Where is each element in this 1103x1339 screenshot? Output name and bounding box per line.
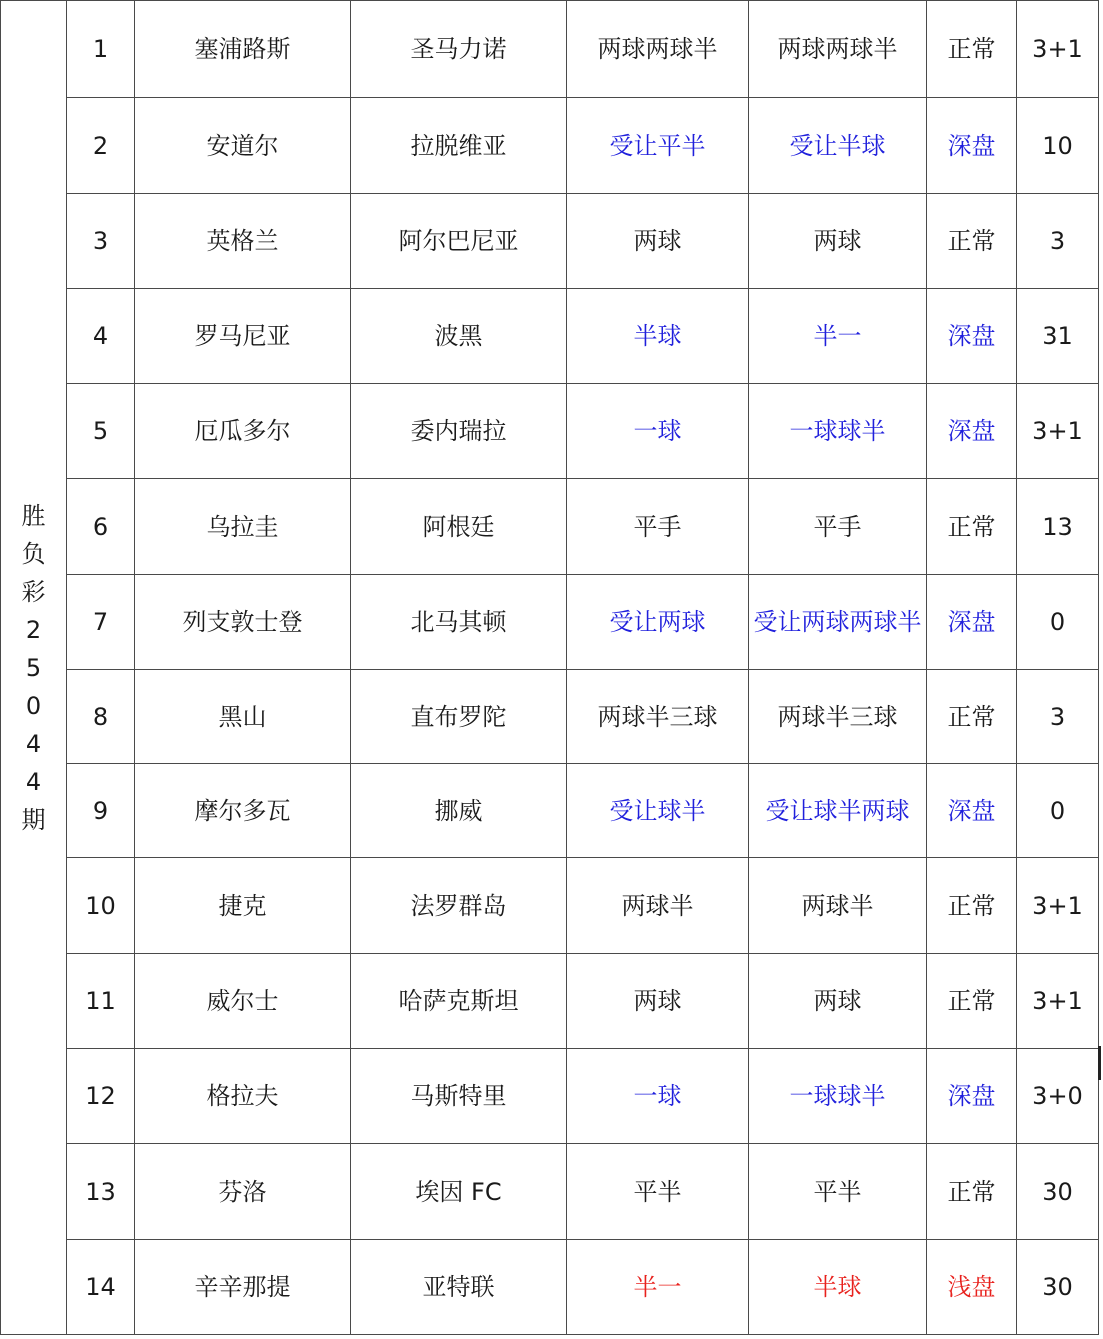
handicap-type: 浅盘 [927,1240,1017,1335]
period-label [1,1,67,1335]
handicap-type: 深盘 [927,384,1017,479]
handicap-type: 深盘 [927,289,1017,384]
handicap-current: 一球球半 [749,1049,927,1144]
table-row [1,575,1099,670]
table-row [1,858,1099,954]
handicap-type: 正常 [927,479,1017,575]
recommendation: 3+1 [1017,858,1099,954]
period-label-char: 4 [25,729,42,758]
period-label-char: 0 [25,691,42,720]
home-team: 摩尔多瓦 [135,764,351,858]
handicap-current: 平手 [749,479,927,575]
match-number: 9 [67,764,135,858]
home-team: 格拉夫 [135,1049,351,1144]
table-row [1,1240,1099,1335]
home-team: 列支敦士登 [135,575,351,670]
handicap-type: 正常 [927,670,1017,764]
match-number: 10 [67,858,135,954]
table-row [1,954,1099,1049]
match-number: 7 [67,575,135,670]
away-team: 挪威 [351,764,567,858]
recommendation: 3+0 [1017,1049,1099,1144]
recommendation: 3 [1017,194,1099,289]
match-number: 1 [67,1,135,98]
handicap-initial: 受让两球 [567,575,749,670]
home-team: 捷克 [135,858,351,954]
away-team: 拉脱维亚 [351,98,567,194]
away-team: 委内瑞拉 [351,384,567,479]
away-team: 法罗群岛 [351,858,567,954]
home-team: 乌拉圭 [135,479,351,575]
table-body [1,1,1099,1335]
handicap-current: 两球半 [749,858,927,954]
handicap-type: 深盘 [927,764,1017,858]
handicap-initial: 受让平半 [567,98,749,194]
recommendation: 3+1 [1017,954,1099,1049]
handicap-type: 深盘 [927,575,1017,670]
handicap-initial: 平手 [567,479,749,575]
match-number: 14 [67,1240,135,1335]
handicap-initial: 两球 [567,954,749,1049]
handicap-type: 正常 [927,858,1017,954]
away-team: 阿根廷 [351,479,567,575]
period-label-char: 期 [21,805,46,834]
match-number: 13 [67,1144,135,1240]
period-label-char: 彩 [21,577,46,606]
handicap-initial: 两球半 [567,858,749,954]
period-label-char: 5 [25,653,42,682]
handicap-initial: 两球两球半 [567,1,749,98]
away-team: 马斯特里 [351,1049,567,1144]
away-team: 亚特联 [351,1240,567,1335]
home-team: 威尔士 [135,954,351,1049]
period-label-char: 4 [25,767,42,796]
recommendation: 31 [1017,289,1099,384]
home-team: 罗马尼亚 [135,289,351,384]
edge-cursor-mark [1098,1046,1101,1080]
handicap-initial: 平半 [567,1144,749,1240]
match-number: 3 [67,194,135,289]
away-team: 北马其顿 [351,575,567,670]
match-number: 11 [67,954,135,1049]
match-number: 6 [67,479,135,575]
handicap-type: 正常 [927,194,1017,289]
handicap-current: 受让球半两球 [749,764,927,858]
handicap-current: 两球两球半 [749,1,927,98]
table-row [1,764,1099,858]
handicap-current: 受让两球两球半 [749,575,927,670]
table-row [1,98,1099,194]
handicap-initial: 一球 [567,384,749,479]
period-label-char: 胜 [21,501,46,530]
away-team: 波黑 [351,289,567,384]
handicap-current: 半一 [749,289,927,384]
table-row [1,670,1099,764]
handicap-type: 正常 [927,954,1017,1049]
away-team: 哈萨克斯坦 [351,954,567,1049]
handicap-current: 受让半球 [749,98,927,194]
recommendation: 3 [1017,670,1099,764]
match-number: 8 [67,670,135,764]
recommendation: 3+1 [1017,384,1099,479]
table-row [1,289,1099,384]
away-team: 埃因 FC [351,1144,567,1240]
handicap-current: 平半 [749,1144,927,1240]
handicap-current: 两球半三球 [749,670,927,764]
table-row [1,1,1099,98]
match-number: 5 [67,384,135,479]
table-row [1,1144,1099,1240]
handicap-type: 深盘 [927,1049,1017,1144]
recommendation: 10 [1017,98,1099,194]
home-team: 塞浦路斯 [135,1,351,98]
handicap-current: 半球 [749,1240,927,1335]
handicap-current: 一球球半 [749,384,927,479]
recommendation: 30 [1017,1144,1099,1240]
handicap-initial: 半一 [567,1240,749,1335]
home-team: 辛辛那提 [135,1240,351,1335]
handicap-initial: 一球 [567,1049,749,1144]
recommendation: 0 [1017,575,1099,670]
home-team: 厄瓜多尔 [135,384,351,479]
recommendation: 13 [1017,479,1099,575]
home-team: 安道尔 [135,98,351,194]
handicap-current: 两球 [749,954,927,1049]
handicap-type: 正常 [927,1,1017,98]
handicap-type: 正常 [927,1144,1017,1240]
recommendation: 30 [1017,1240,1099,1335]
handicap-current: 两球 [749,194,927,289]
period-label-char: 2 [25,615,42,644]
match-number: 12 [67,1049,135,1144]
table-row [1,479,1099,575]
table-row [1,1049,1099,1144]
recommendation: 0 [1017,764,1099,858]
handicap-initial: 两球半三球 [567,670,749,764]
handicap-initial: 两球 [567,194,749,289]
table-row [1,384,1099,479]
handicap-initial: 半球 [567,289,749,384]
handicap-initial: 受让球半 [567,764,749,858]
away-team: 直布罗陀 [351,670,567,764]
recommendation: 3+1 [1017,1,1099,98]
match-number: 4 [67,289,135,384]
home-team: 芬洛 [135,1144,351,1240]
period-label-char: 负 [21,539,46,568]
match-number: 2 [67,98,135,194]
away-team: 阿尔巴尼亚 [351,194,567,289]
home-team: 英格兰 [135,194,351,289]
table-row [1,194,1099,289]
home-team: 黑山 [135,670,351,764]
handicap-type: 深盘 [927,98,1017,194]
away-team: 圣马力诺 [351,1,567,98]
